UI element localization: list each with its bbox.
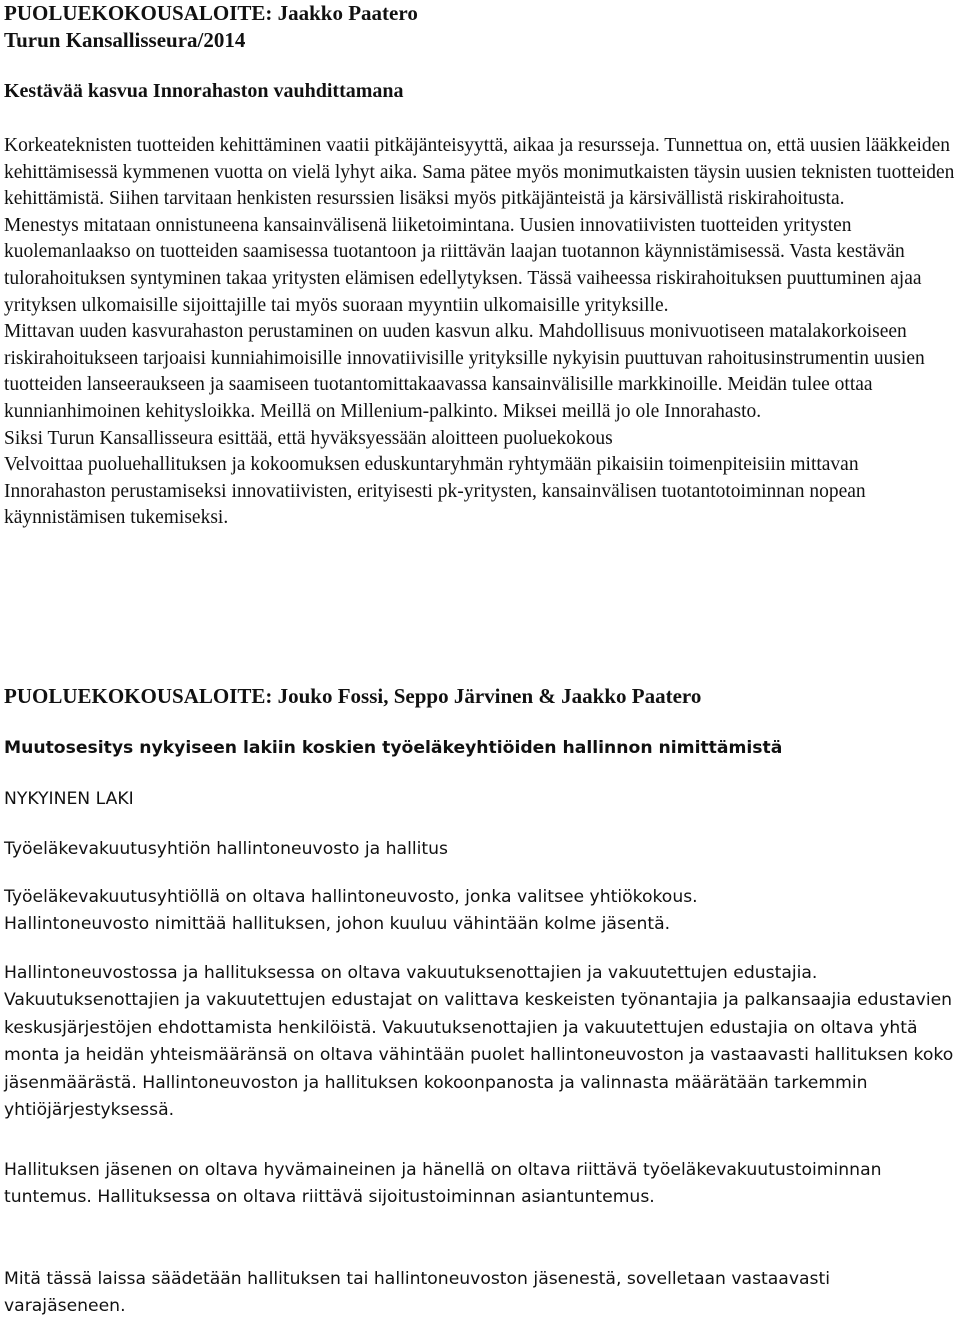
- motion-1-paragraph: Siksi Turun Kansallisseura esittää, että hyväksyessään aloitteen puoluekokous: [4, 427, 613, 449]
- motion-1-paragraph: Korkeateknisten tuotteiden kehittäminen vaatii pitkäjänteisyyttä, aikaa ja resursseja. Tunnettua on, että uusien lääkkeiden kehittämisessä kymmenen vuotta on vielä lyhyt aika. Sama pätee myös monimutkaisten täysin uusien teknisten tuotteiden kehittämistä. Siihen tarvitaan henkisten resurssien lisäksi myös pitkäjänteistä ja kärsivällistä riskirahoitusta.: [4, 135, 955, 210]
- motion-1-paragraph: Velvoittaa puoluehallituksen ja kokoomuksen eduskuntaryhmän ryhtymään pikaisiin toimenpiteisiin mittavan Innorahaston perustamiseksi innovatiivisten, erityisesti pk-yritysten, kansainvälisen tuotantotoiminnan nopean käynnistämisen tukemiseksi.: [4, 454, 866, 529]
- motion-1-paragraph: Menestys mitataan onnistuneena kansainvälisenä liiketoimintana. Uusien innovatiivisten tuotteiden yritysten kuolemanlaakso on tuotteiden saamisessa tuotantoon ja riittävän laajan tuotannon käynnistämisessä. Vasta kestävän tulorahoituksen syntyminen takaa yritysten elämisen edellytyksen. Tässä vaiheessa riskirahoituksen puuttuminen ajaa yrityksen ulkomaisille sijoittajille tai myös suoraan myyntiin ulkomaisille yrityksille.: [4, 214, 922, 316]
- motion-2-subheading: Työeläkevakuutusyhtiön hallintoneuvosto ja hallitus: [4, 839, 448, 859]
- motion-2-title: PUOLUEKOKOUSALOITE: Jouko Fossi, Seppo Järvinen & Jaakko Paatero: [4, 684, 702, 708]
- motion-2-paragraph: Mitä tässä laissa säädetään hallituksen tai hallintoneuvoston jäsenestä, sovelletaan vastaavasti varajäseneen.: [4, 1269, 831, 1317]
- motion-2-paragraph-line: Hallintoneuvosto nimittää hallituksen, johon kuuluu vähintään kolme jäsentä.: [4, 914, 671, 935]
- motion-1-subtitle: Turun Kansallisseura/2014: [4, 27, 246, 52]
- motion-2-paragraph: Hallintoneuvostossa ja hallituksessa on oltava vakuutuksenottajien ja vakuutettujen edustajia. Vakuutuksenottajien ja vakuutettujen edustajat on valittava keskeisten työnantajia ja palkansaajia edustavien keskusjärjestöjen ehdottamista henkilöistä. Vakuutuksenottajien ja vakuutettujen edustajia on oltava yhtä monta ja heidän yhteismääränsä on oltava vähintään puolet hallintoneuvoston ja vastaavasti hallituksen koko jäsenmäärästä. Hallintoneuvoston ja hallituksen kokoonpanosta ja valinnasta määrätään tarkemmin yhtiöjärjestyksessä.: [4, 963, 954, 1121]
- motion-1-body: [4, 133, 956, 532]
- motion-1-heading: Kestävää kasvua Innorahaston vauhdittamana: [4, 80, 404, 102]
- motion-2-heading: Muutosesitys nykyiseen lakiin koskien työeläkeyhtiöiden hallinnon nimittämistä: [4, 738, 783, 758]
- motion-2-paragraph-line: Työeläkevakuutusyhtiöllä on oltava hallintoneuvosto, jonka valitsee yhtiökokous.: [4, 887, 698, 907]
- motion-2-section-label: NYKYINEN LAKI: [4, 789, 134, 809]
- motion-1-title: PUOLUEKOKOUSALOITE: Jaakko Paatero: [4, 1, 418, 25]
- motion-1-paragraph: Mittavan uuden kasvurahaston perustaminen on uuden kasvun alku. Mahdollisuus monivuotiseen matalakorkoiseen riskirahoitukseen tarjoaisi kunniahimoisille innovatiivisille yrityksille nykyisin puuttuvan rahoitusinstrumentin uusien tuotteiden lanseeraukseen ja saamiseen tuotantomittakaavassa kansainvälisille markkinoille. Meidän tulee ottaa kunnianhimoinen kehitysloikka. Meillä on Millenium-palkinto. Miksei meillä jo ole Innorahasto.: [4, 321, 925, 422]
- motion-1-header: [4, 0, 956, 53]
- motion-2-paragraph-block: [4, 884, 956, 939]
- motion-2-paragraph: Hallituksen jäsenen on oltava hyvämaineinen ja hänellä on oltava riittävä työeläkevakuutustoiminnan tuntemus. Hallituksessa on oltava riittävä sijoitustoiminnan asiantuntemus.: [4, 1160, 882, 1208]
